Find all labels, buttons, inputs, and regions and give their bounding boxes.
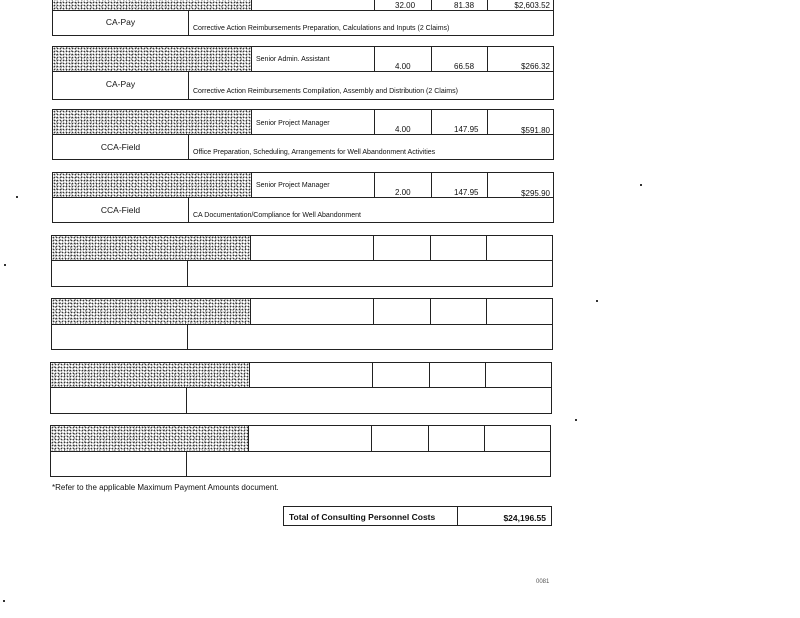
title-cell: Senior Project Manager <box>251 172 375 198</box>
title-cell <box>249 362 373 388</box>
amount-cell <box>485 362 552 388</box>
description-cell <box>186 387 552 414</box>
amount-cell <box>484 425 551 452</box>
title-cell: Senior Project Manager <box>251 109 375 135</box>
code-cell <box>51 260 188 287</box>
redacted-name <box>50 362 250 388</box>
rate-cell <box>428 425 485 452</box>
personnel-row <box>51 298 551 339</box>
redacted-name <box>52 46 252 72</box>
amount-cell: $295.90 <box>487 172 554 198</box>
total-value: $24,196.55 <box>503 513 546 523</box>
description-cell: Corrective Action Reimbursements Compilation, Assembly and Distribution (2 Claims) <box>188 71 554 100</box>
amount-cell <box>486 235 553 261</box>
title-cell <box>250 298 374 325</box>
code-cell: CCA-Field <box>52 134 189 160</box>
rate-cell <box>430 298 487 325</box>
amount-cell: $591.80 <box>487 109 554 135</box>
personnel-row <box>52 172 552 219</box>
hours-cell <box>372 362 430 388</box>
description-cell <box>187 324 553 350</box>
redacted-name <box>52 172 252 198</box>
hours-cell: 4.00 <box>374 109 432 135</box>
personnel-row <box>52 46 553 95</box>
code-cell <box>51 324 188 350</box>
description-cell: CA Documentation/Compliance for Well Abandonment <box>188 197 554 223</box>
personnel-row <box>52 109 552 156</box>
scan-speck <box>16 196 18 198</box>
scan-speck <box>596 300 598 302</box>
total-label: Total of Consulting Personnel Costs <box>289 512 436 522</box>
scan-speck <box>640 184 642 186</box>
redacted-name <box>51 298 251 325</box>
title-cell <box>248 425 372 452</box>
personnel-row <box>50 362 550 403</box>
scan-speck <box>575 419 577 421</box>
hours-cell: 2.00 <box>374 172 432 198</box>
title-cell: Senior Admin. Assistant <box>251 46 375 72</box>
total-value-cell <box>457 506 552 526</box>
code-cell <box>50 451 187 477</box>
rate-cell <box>429 362 486 388</box>
description-cell: Office Preparation, Scheduling, Arrangements for Well Abandonment Activities <box>188 134 554 160</box>
code-cell: CA-Pay <box>52 10 189 36</box>
hours-cell <box>373 235 431 261</box>
rate-cell <box>430 235 487 261</box>
code-cell: CCA-Field <box>52 197 189 223</box>
description-cell <box>186 451 551 477</box>
rate-cell: 81.38 <box>431 0 488 11</box>
rate-cell: 66.58 <box>431 46 488 72</box>
description-cell: Corrective Action Reimbursements Preparation, Calculations and Inputs (2 Claims) <box>188 10 554 36</box>
amount-cell <box>486 298 553 325</box>
personnel-row <box>51 235 551 276</box>
amount-cell: $266.32 <box>487 46 554 72</box>
hours-cell <box>373 298 431 325</box>
rate-cell: 147.95 <box>431 172 488 198</box>
rate-cell: 147.95 <box>431 109 488 135</box>
title-cell <box>250 235 374 261</box>
redacted-name <box>50 425 249 452</box>
hours-cell: 4.00 <box>374 46 432 72</box>
code-cell: CA-Pay <box>52 71 189 100</box>
amount-cell: $2,603.52 <box>487 0 554 11</box>
personnel-row <box>52 0 552 35</box>
description-cell <box>187 260 553 287</box>
code-cell <box>50 387 187 414</box>
scan-speck <box>4 264 6 266</box>
total-label-cell <box>283 506 458 526</box>
hours-cell: 32.00 <box>374 0 432 11</box>
redacted-name <box>51 235 251 261</box>
footnote: *Refer to the applicable Maximum Payment Amounts document. <box>52 483 279 492</box>
page-mark: 0081 <box>536 579 550 585</box>
scan-speck <box>3 600 5 602</box>
redacted-name <box>52 109 252 135</box>
hours-cell <box>371 425 429 452</box>
personnel-row <box>50 425 550 466</box>
